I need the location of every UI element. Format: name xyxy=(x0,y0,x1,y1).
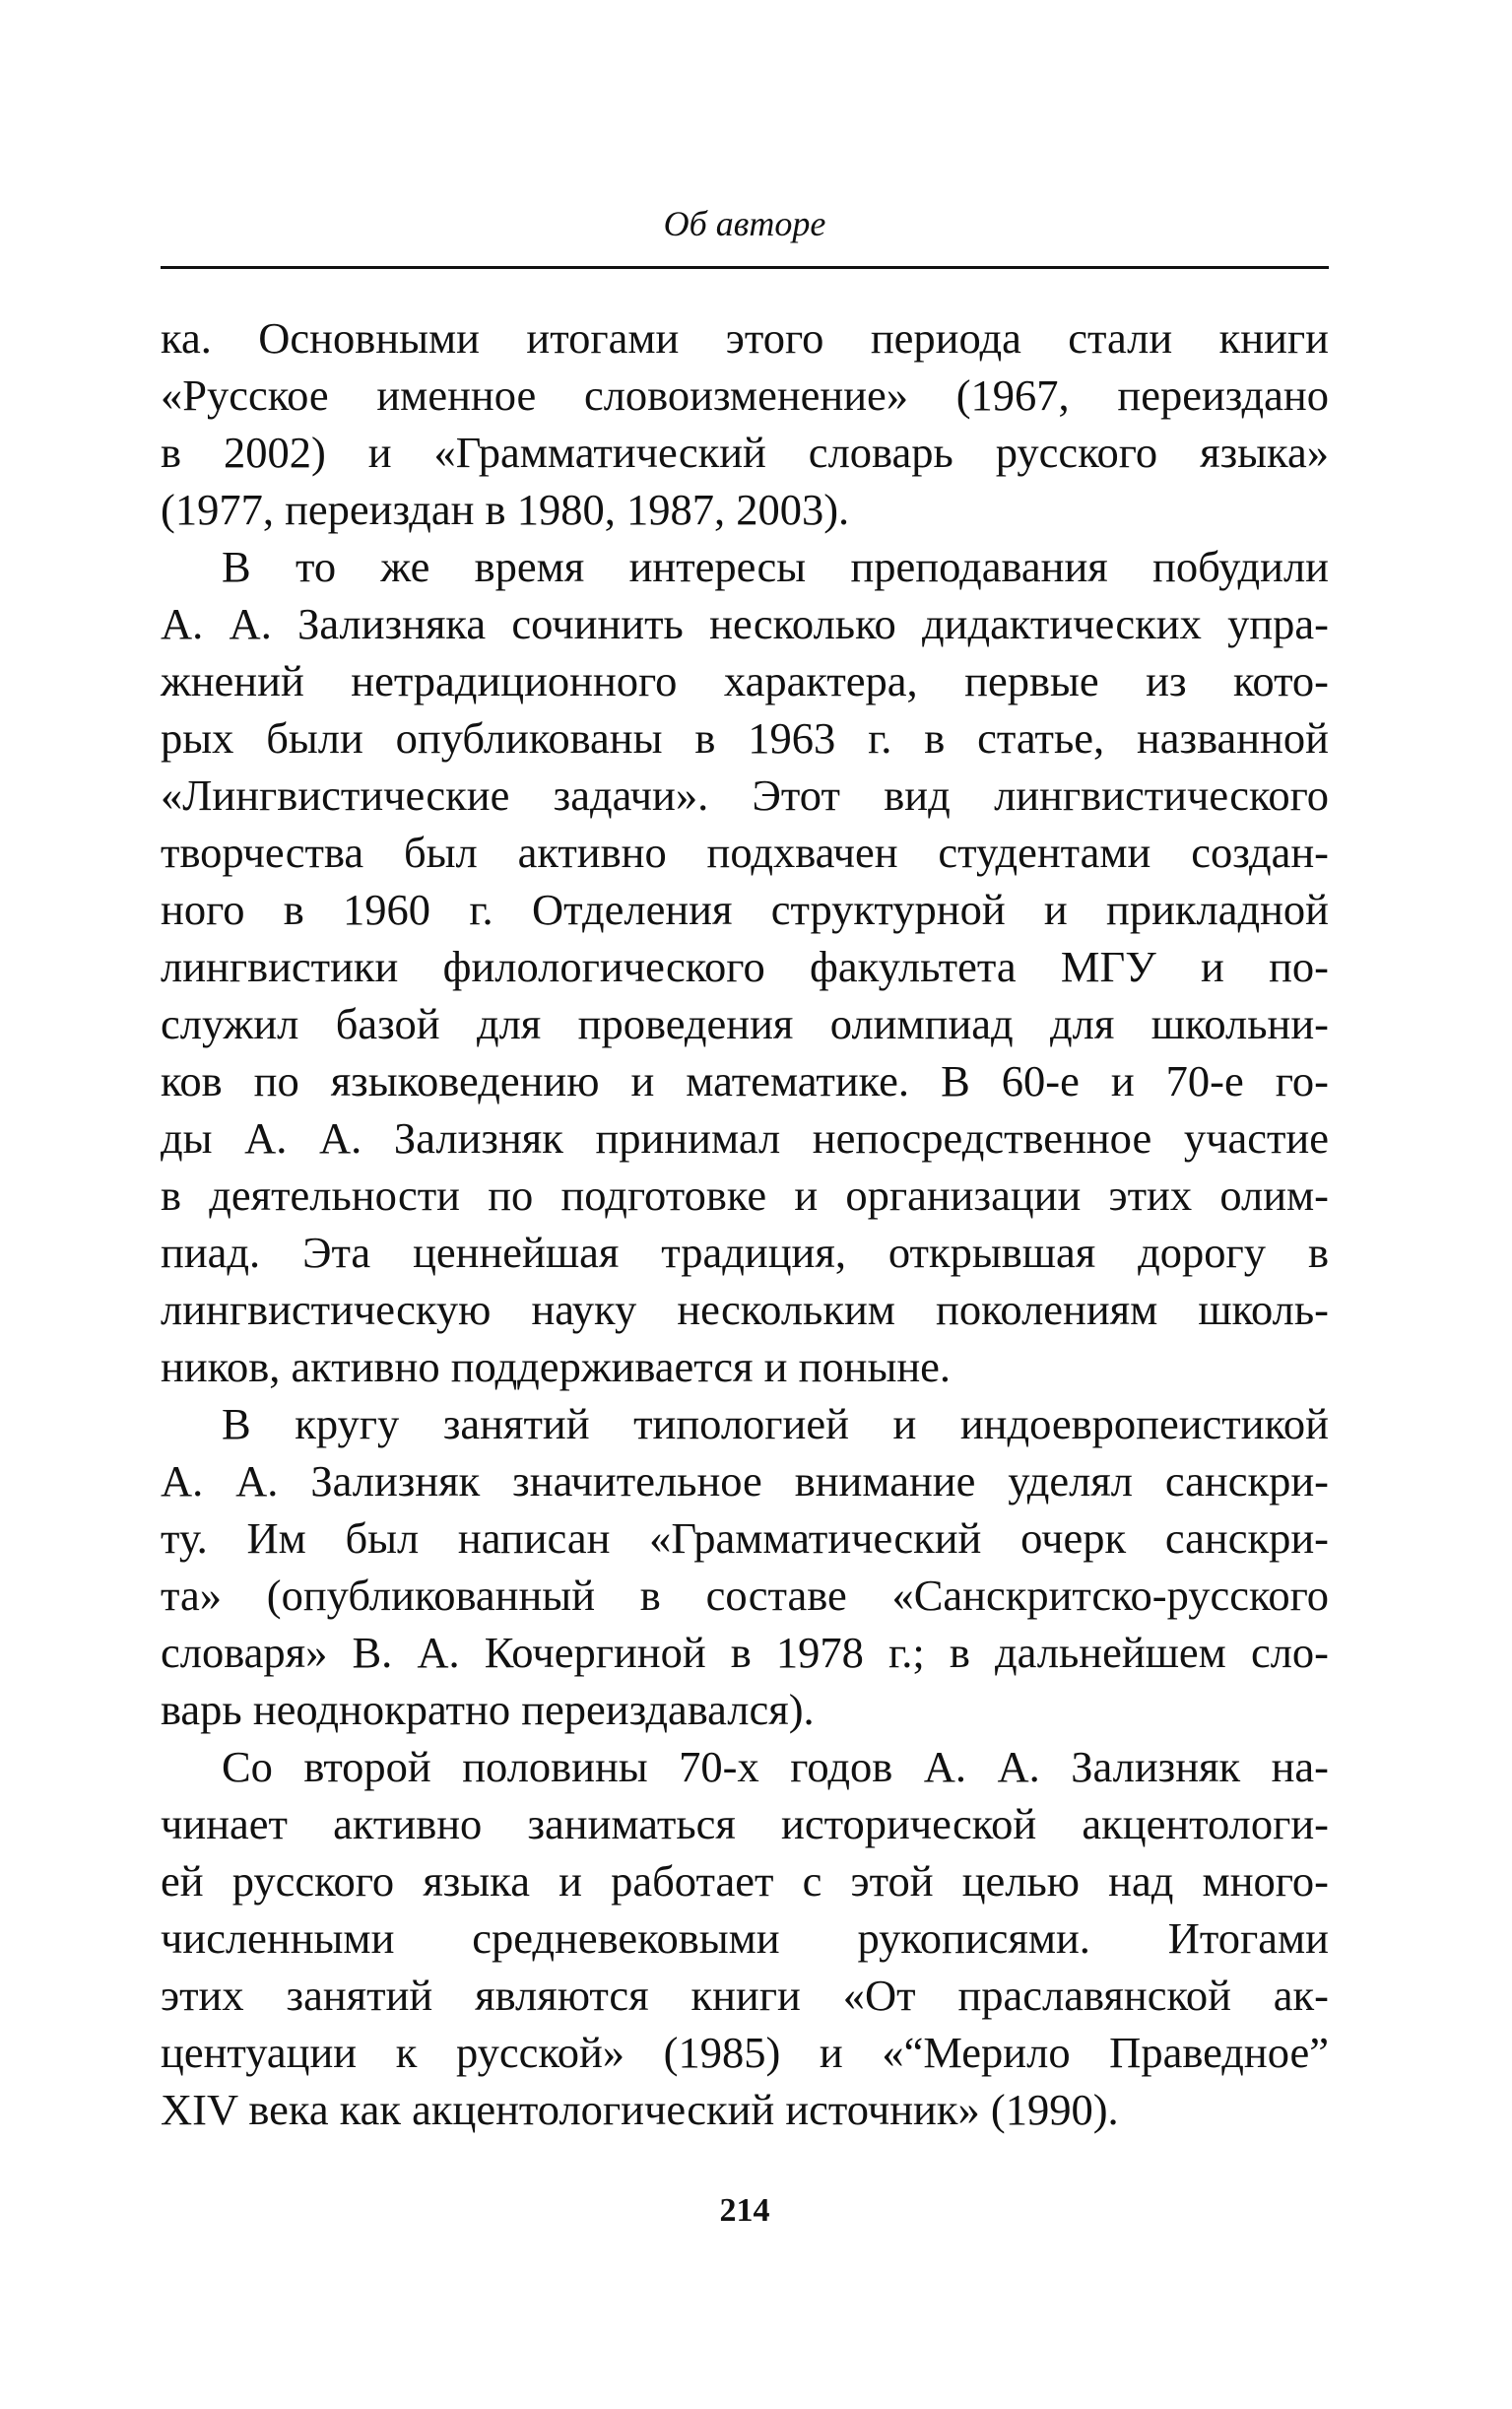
text-line: XIV века как акцентологический источник» (1990). xyxy=(161,2085,1119,2134)
running-title: Об авторе xyxy=(663,204,826,243)
text-line: центуации к русской» (1985) и «“Мерило Праведное” xyxy=(161,2028,1329,2077)
text-line: та» (опубликованный в составе «Санскритско-русского xyxy=(161,1571,1329,1620)
body-text xyxy=(161,309,1329,2138)
text-line: А. А. Зализняка сочинить несколько дидактических упра- xyxy=(161,599,1329,648)
text-line: ков по языковедению и математике. В 60-е и 70-е го- xyxy=(161,1056,1329,1105)
text-line: лингвистическую науку нескольким поколениям школь- xyxy=(161,1285,1329,1334)
text-line: лингвистики филологического факультета МГУ и по- xyxy=(161,942,1329,991)
text-line: этих занятий являются книги «От праславянской ак- xyxy=(161,1971,1329,2020)
text-line: ту. Им был написан «Грамматический очерк санскри- xyxy=(161,1513,1329,1563)
paragraph-4 xyxy=(161,1738,1329,2138)
text-line: ников, активно поддерживается и поныне. xyxy=(161,1342,952,1391)
paragraph-1 xyxy=(161,309,1329,538)
text-line: словаря» В. А. Кочергиной в 1978 г.; в дальнейшем сло- xyxy=(161,1628,1329,1677)
text-line: Со второй половины 70-х годов А. А. Зализняк на- xyxy=(222,1742,1329,1791)
text-line: пиад. Эта ценнейшая традиция, открывшая дорогу в xyxy=(161,1228,1329,1277)
text-line: «Русское именное словоизменение» (1967, переиздано xyxy=(161,370,1329,420)
text-line: ей русского языка и работает с этой целью над много- xyxy=(161,1856,1329,1906)
text-line: творчества был активно подхвачен студентами создан- xyxy=(161,828,1329,877)
text-line: в 2002) и «Грамматический словарь русского языка» xyxy=(161,428,1329,477)
text-line: ка. Основными итогами этого периода стали книги xyxy=(161,313,1329,363)
text-line: «Лингвистические задачи». Этот вид лингвистического xyxy=(161,770,1329,820)
text-line: рых были опубликованы в 1963 г. в статье, названной xyxy=(161,713,1329,763)
text-line: В то же время интересы преподавания побудили xyxy=(222,542,1329,591)
text-line: жнений нетрадиционного характера, первые из кото- xyxy=(161,656,1329,705)
text-line: варь неоднократно переиздавался). xyxy=(161,1685,815,1734)
page-number: 214 xyxy=(719,2192,770,2229)
text-line: А. А. Зализняк значительное внимание уделял санскри- xyxy=(161,1456,1329,1506)
text-line: ды А. А. Зализняк принимал непосредственное участие xyxy=(161,1113,1329,1163)
header-rule xyxy=(161,266,1329,269)
text-line: (1977, переиздан в 1980, 1987, 2003). xyxy=(161,485,850,534)
text-line: в деятельности по подготовке и организации этих олим- xyxy=(161,1171,1329,1220)
text-line: чинает активно заниматься исторической акцентологи- xyxy=(161,1799,1329,1848)
text-line: ного в 1960 г. Отделения структурной и прикладной xyxy=(161,885,1329,934)
text-line: В кругу занятий типологией и индоевропеистикой xyxy=(222,1399,1329,1448)
paragraph-2 xyxy=(161,538,1329,1395)
paragraph-3 xyxy=(161,1395,1329,1738)
text-line: численными средневековыми рукописями. Итогами xyxy=(161,1913,1329,1963)
text-line: служил базой для проведения олимпиад для школьни- xyxy=(161,999,1329,1048)
